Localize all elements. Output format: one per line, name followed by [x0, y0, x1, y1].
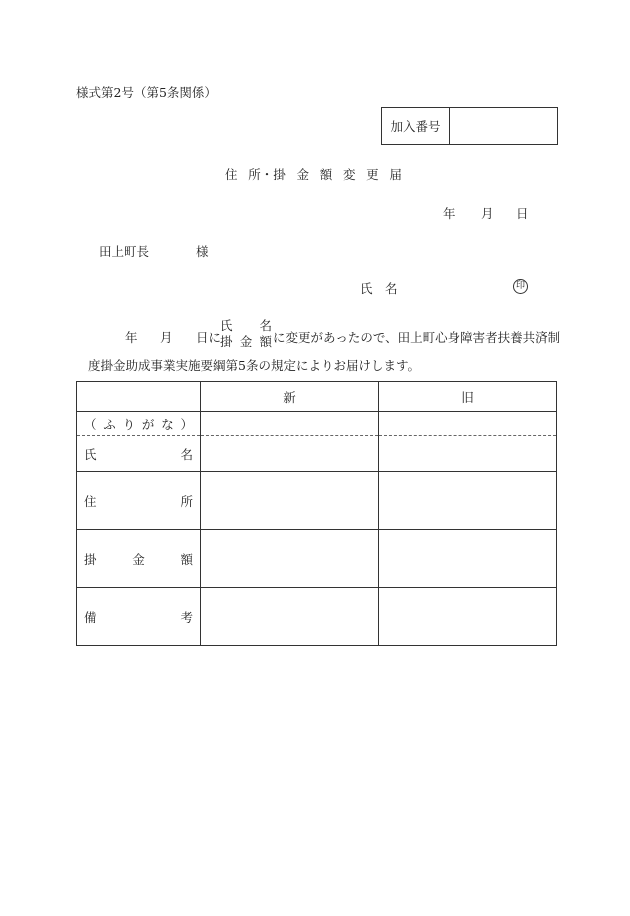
amount-char: 額 [180, 551, 193, 567]
name-row [77, 436, 557, 472]
furigana-char: な [161, 416, 174, 432]
body-stacked-choice [220, 318, 272, 350]
enrollment-value-field[interactable] [450, 108, 557, 144]
form-title [225, 165, 402, 183]
remarks-char: 備 [84, 609, 97, 625]
furigana-label [77, 412, 201, 436]
stack-top-char: 名 [259, 318, 272, 333]
addressee-name: 田上町長 [99, 244, 150, 259]
remarks-label [77, 588, 201, 646]
title-char: 住 [225, 167, 238, 182]
stack-bottom-char: 額 [259, 334, 272, 349]
change-table [76, 381, 557, 646]
name-char: 名 [180, 446, 193, 462]
furigana-char: り [122, 416, 136, 432]
address-new-field[interactable] [201, 472, 379, 530]
title-char: 所・掛 [248, 167, 286, 182]
enrollment-label: 加入番号 [382, 108, 450, 144]
remarks-row [77, 588, 557, 646]
enrollment-number-box [381, 107, 558, 145]
amount-old-field[interactable] [379, 530, 557, 588]
furigana-new-field[interactable] [201, 412, 379, 436]
furigana-row [77, 412, 557, 436]
address-row [77, 472, 557, 530]
name-new-field[interactable] [201, 436, 379, 472]
address-char: 所 [180, 493, 193, 509]
name-label [77, 436, 201, 472]
header-new: 新 [201, 382, 379, 412]
stack-top-char: 氏 [220, 318, 233, 333]
form-number: 様式第2号（第5条関係） [76, 85, 217, 100]
stack-bottom-char: 金 [239, 334, 253, 349]
title-char: 更 [366, 167, 379, 182]
amount-row [77, 530, 557, 588]
body-line1-rest: に変更があったので、田上町心身障害者扶養共済制 [273, 330, 561, 345]
date-month: 月 [481, 206, 494, 221]
address-old-field[interactable] [379, 472, 557, 530]
furigana-char: が [141, 416, 155, 432]
remarks-old-field[interactable] [379, 588, 557, 646]
title-char: 変 [342, 167, 356, 182]
furigana-old-field[interactable] [379, 412, 557, 436]
name-char: 氏 [84, 446, 97, 462]
remarks-new-field[interactable] [201, 588, 379, 646]
applicant-label-shi: 氏 [360, 281, 373, 296]
title-char: 届 [389, 167, 402, 182]
amount-char: 金 [132, 551, 145, 567]
header-old: 旧 [379, 382, 557, 412]
name-old-field[interactable] [379, 436, 557, 472]
table-header-row [77, 382, 557, 412]
stack-bottom-char: 掛 [220, 334, 233, 349]
seal-mark: 印 [513, 279, 528, 294]
body-line2: 度掛金助成事業実施要綱第5条の規定によりお届けします。 [88, 358, 420, 373]
title-char: 額 [319, 167, 333, 182]
date-year: 年 [443, 206, 456, 221]
body-month: 月 [160, 330, 173, 345]
title-char: 金 [296, 167, 309, 182]
body-year: 年 [125, 330, 138, 345]
body-day-ni: 日に [196, 330, 222, 345]
header-blank [77, 382, 201, 412]
amount-char: 掛 [84, 551, 97, 567]
address-label [77, 472, 201, 530]
date-day: 日 [516, 206, 529, 221]
addressee-honorific: 様 [196, 244, 209, 259]
amount-new-field[interactable] [201, 530, 379, 588]
furigana-char: ） [180, 416, 193, 432]
address-char: 住 [84, 493, 97, 509]
amount-label [77, 530, 201, 588]
applicant-label-mei: 名 [385, 281, 398, 296]
furigana-char: ふ [103, 416, 116, 432]
remarks-char: 考 [180, 609, 193, 625]
furigana-char: （ [84, 416, 97, 432]
